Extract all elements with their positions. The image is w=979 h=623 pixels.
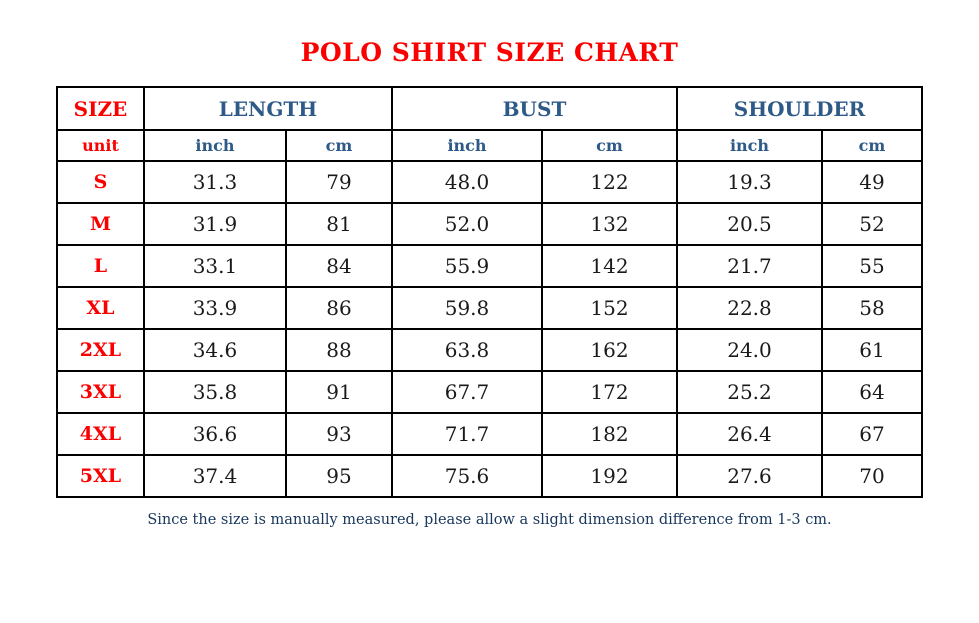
shoulder-cm-value: 67 <box>822 413 922 455</box>
shoulder-cm-value: 64 <box>822 371 922 413</box>
size-label: S <box>57 161 144 203</box>
shoulder-inch-value: 24.0 <box>677 329 822 371</box>
column-header-length: LENGTH <box>144 87 392 130</box>
length-cm-value: 81 <box>286 203 392 245</box>
bust-inch-value: 71.7 <box>392 413 542 455</box>
length-cm-value: 93 <box>286 413 392 455</box>
table-row-3xl <box>57 371 922 413</box>
size-label: M <box>57 203 144 245</box>
shoulder-inch-header: inch <box>677 130 822 161</box>
shoulder-inch-value: 20.5 <box>677 203 822 245</box>
table-row-2xl <box>57 329 922 371</box>
bust-cm-value: 172 <box>542 371 677 413</box>
unit-header-row <box>57 130 922 161</box>
length-inch-value: 31.3 <box>144 161 286 203</box>
bust-inch-value: 48.0 <box>392 161 542 203</box>
length-cm-value: 91 <box>286 371 392 413</box>
shoulder-cm-value: 55 <box>822 245 922 287</box>
table-row-5xl <box>57 455 922 497</box>
unit-label: unit <box>57 130 144 161</box>
bust-cm-value: 192 <box>542 455 677 497</box>
size-chart-table <box>56 86 923 498</box>
size-label: XL <box>57 287 144 329</box>
shoulder-inch-value: 21.7 <box>677 245 822 287</box>
size-label: 4XL <box>57 413 144 455</box>
bust-cm-value: 122 <box>542 161 677 203</box>
bust-cm-value: 132 <box>542 203 677 245</box>
bust-cm-value: 182 <box>542 413 677 455</box>
table-row-l <box>57 245 922 287</box>
length-inch-value: 33.1 <box>144 245 286 287</box>
shoulder-inch-value: 22.8 <box>677 287 822 329</box>
column-header-size: SIZE <box>57 87 144 130</box>
length-inch-value: 34.6 <box>144 329 286 371</box>
bust-cm-value: 152 <box>542 287 677 329</box>
length-cm-value: 88 <box>286 329 392 371</box>
page-title: POLO SHIRT SIZE CHART <box>300 38 679 67</box>
bust-inch-value: 59.8 <box>392 287 542 329</box>
length-cm-value: 84 <box>286 245 392 287</box>
bust-inch-value: 63.8 <box>392 329 542 371</box>
length-cm-value: 86 <box>286 287 392 329</box>
length-cm-value: 79 <box>286 161 392 203</box>
shoulder-cm-value: 70 <box>822 455 922 497</box>
table-row-s <box>57 161 922 203</box>
shoulder-inch-value: 25.2 <box>677 371 822 413</box>
group-header-row <box>57 87 922 130</box>
table-row-4xl <box>57 413 922 455</box>
column-header-shoulder: SHOULDER <box>677 87 922 130</box>
table-row-xl <box>57 287 922 329</box>
length-inch-header: inch <box>144 130 286 161</box>
shoulder-cm-value: 52 <box>822 203 922 245</box>
length-inch-value: 35.8 <box>144 371 286 413</box>
bust-inch-value: 67.7 <box>392 371 542 413</box>
size-label: 2XL <box>57 329 144 371</box>
length-inch-value: 36.6 <box>144 413 286 455</box>
length-inch-value: 33.9 <box>144 287 286 329</box>
bust-cm-header: cm <box>542 130 677 161</box>
bust-inch-header: inch <box>392 130 542 161</box>
column-header-bust: BUST <box>392 87 677 130</box>
bust-cm-value: 162 <box>542 329 677 371</box>
shoulder-inch-value: 26.4 <box>677 413 822 455</box>
shoulder-cm-value: 58 <box>822 287 922 329</box>
measurement-disclaimer-note: Since the size is manually measured, please allow a slight dimension difference from 1-3 cm. <box>147 512 832 528</box>
bust-inch-value: 75.6 <box>392 455 542 497</box>
size-label: L <box>57 245 144 287</box>
shoulder-cm-header: cm <box>822 130 922 161</box>
shoulder-cm-value: 61 <box>822 329 922 371</box>
length-cm-value: 95 <box>286 455 392 497</box>
shoulder-cm-value: 49 <box>822 161 922 203</box>
length-cm-header: cm <box>286 130 392 161</box>
length-inch-value: 31.9 <box>144 203 286 245</box>
shoulder-inch-value: 19.3 <box>677 161 822 203</box>
bust-inch-value: 55.9 <box>392 245 542 287</box>
bust-inch-value: 52.0 <box>392 203 542 245</box>
shoulder-inch-value: 27.6 <box>677 455 822 497</box>
bust-cm-value: 142 <box>542 245 677 287</box>
size-label: 3XL <box>57 371 144 413</box>
table-row-m <box>57 203 922 245</box>
size-label: 5XL <box>57 455 144 497</box>
length-inch-value: 37.4 <box>144 455 286 497</box>
